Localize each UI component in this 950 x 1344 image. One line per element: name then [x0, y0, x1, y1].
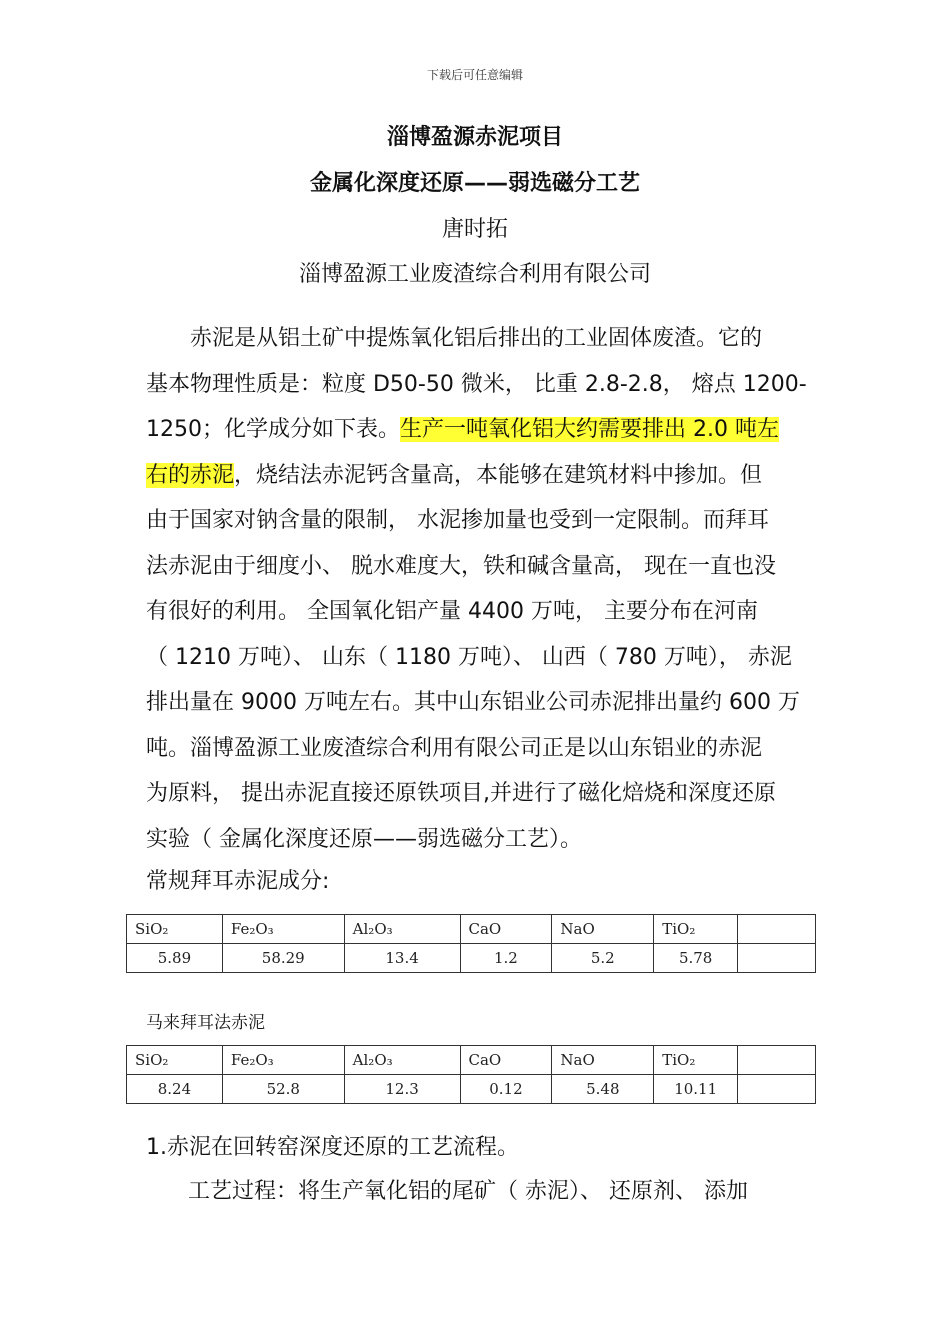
table-cell: 12.3 [344, 1075, 460, 1104]
table-cell: TiO₂ [654, 915, 738, 944]
title-project: 淄博盈源赤泥项目 [386, 125, 563, 150]
table-cell: 13.4 [344, 944, 460, 973]
intro-line: 排出量在 9000 万吨左右。其中山东铝业公司赤泥排出量约 600 万 [146, 690, 800, 715]
table-cell: 1.2 [460, 944, 552, 973]
table-cell: CaO [460, 915, 552, 944]
table-cell: Fe₂O₃ [222, 915, 344, 944]
table-cell [738, 1075, 816, 1104]
table-cell: 58.29 [222, 944, 344, 973]
table-cell: NaO [552, 1046, 654, 1075]
table-header-row [127, 915, 816, 944]
intro-line [146, 453, 816, 499]
intro-line: 基本物理性质是：粒度 D50-50 微米， 比重 2.8-2.8， 熔点 1200- [146, 371, 807, 397]
table1-label: 常规拜耳赤泥成分: [146, 869, 330, 894]
intro-line: 法赤泥由于细度小、 脱水难度大，铁和碱含量高， 现在一直也没 [146, 553, 776, 579]
intro-line: 赤泥是从铝土矿中提炼氧化铝后排出的工业固体废渣。它的 [146, 326, 763, 351]
table-cell: 5.48 [552, 1075, 654, 1104]
table-cell [738, 1046, 816, 1075]
author-name: 唐时拓 [441, 217, 508, 242]
table-header-row [127, 1046, 816, 1075]
table-cell: 10.11 [654, 1075, 738, 1104]
intro-text: ，烧结法赤泥钙含量高，本能够在建筑材料中掺加。但 [234, 462, 763, 488]
table-row [127, 944, 816, 973]
table-cell: CaO [460, 1046, 552, 1075]
table-cell: 5.2 [552, 944, 654, 973]
table-cell: 0.12 [460, 1075, 552, 1104]
table-cell: 5.78 [654, 944, 738, 973]
table-cell [738, 915, 816, 944]
intro-line: 有很好的利用。 全国氧化铝产量 4400 万吨， 主要分布在河南 [146, 599, 758, 624]
table-cell: TiO₂ [654, 1046, 738, 1075]
table-cell: 52.8 [222, 1075, 344, 1104]
table-cell: SiO₂ [127, 915, 223, 944]
intro-line [146, 407, 816, 453]
table-cell [738, 944, 816, 973]
table-cell: Al₂O₃ [344, 915, 460, 944]
page-header: 下载后可任意编辑 [426, 68, 523, 82]
highlighted-text: 生产一吨氧化铝大约需要排出 2.0 吨左 [400, 417, 779, 442]
table2-label: 马来拜耳法赤泥 [146, 1013, 265, 1033]
title-process: 金属化深度还原——弱选磁分工艺 [309, 171, 640, 196]
table-cell: Fe₂O₃ [222, 1046, 344, 1075]
table-cell: NaO [552, 915, 654, 944]
bayer-red-mud-composition-table [126, 914, 816, 973]
table-cell: SiO₂ [127, 1046, 223, 1075]
highlighted-text: 右的赤泥 [146, 462, 235, 488]
section-heading: 1.赤泥在回转窑深度还原的工艺流程。 [146, 1135, 519, 1160]
malaysia-red-mud-composition-table [126, 1045, 816, 1104]
table-cell: Al₂O₃ [344, 1046, 460, 1075]
intro-line: 吨。淄博盈源工业废渣综合利用有限公司正是以山东铝业的赤泥 [146, 735, 763, 761]
intro-line: 实验（ 金属化深度还原——弱选磁分工艺）。 [146, 826, 582, 852]
intro-text: 1250；化学成分如下表。 [146, 417, 400, 442]
intro-line: 由于国家对钠含量的限制， 水泥掺加量也受到一定限制。而拜耳 [146, 508, 769, 533]
table-cell: 5.89 [127, 944, 223, 973]
intro-paragraph [146, 316, 816, 862]
table-cell: 8.24 [127, 1075, 223, 1104]
table-row [127, 1075, 816, 1104]
company-name: 淄博盈源工业废渣综合利用有限公司 [298, 262, 651, 287]
intro-line: （ 1210 万吨）、 山东（ 1180 万吨）、 山西（ 780 万吨）， 赤泥 [146, 644, 792, 670]
section-paragraph: 工艺过程：将生产氧化铝的尾矿（ 赤泥）、 还原剂、 添加 [188, 1179, 748, 1204]
intro-line: 为原料， 提出赤泥直接还原铁项目,并进行了磁化焙烧和深度还原 [146, 781, 776, 806]
